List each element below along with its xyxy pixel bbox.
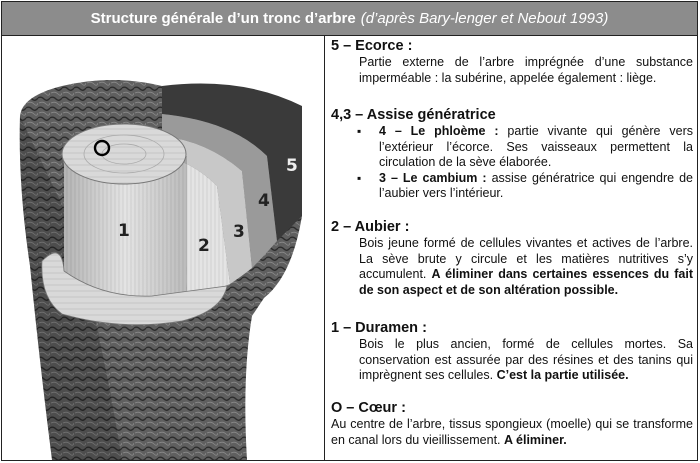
section-ecorce <box>331 38 693 86</box>
figure-source: (d’après Bary-lenger et Nebout 1993) <box>360 10 609 27</box>
phloeme-item <box>379 124 693 171</box>
label-1: 1 <box>118 221 130 241</box>
label-3: 3 <box>233 222 245 242</box>
figure-title: Structure générale d’un tronc d’arbre <box>90 10 356 27</box>
phloeme-term: 4 – Le phloème : <box>379 124 499 138</box>
figure-header <box>2 2 697 36</box>
cambium-item <box>379 171 693 202</box>
ecorce-title: 5 – Ecorce : <box>331 38 413 54</box>
aubier-emphasis: A éliminer dans certaines essences du fait de son aspect et de son altération possible. <box>359 267 693 297</box>
coeur-emphasis: A éliminer. <box>504 432 567 447</box>
assise-list <box>331 124 693 202</box>
column-divider <box>324 35 325 460</box>
coeur-text <box>331 417 693 448</box>
aubier-text <box>359 236 693 298</box>
duramen-body: Bois le plus ancien, formé de cellules mortes. Sa conservation est assurée par des résines et des tanins qui imprègnent ses cellules. <box>359 337 693 383</box>
label-5: 5 <box>286 156 298 176</box>
trunk-top-disk <box>62 124 186 184</box>
aubier-body: Bois jeune formé de cellules vivantes et actives de l’arbre. La sève brute y circule et les matières nutritives s’y accumulent. <box>359 236 693 282</box>
duramen-emphasis: C’est la partie utilisée. <box>496 368 629 383</box>
section-coeur <box>331 400 693 448</box>
cambium-term: 3 – Le cambium : <box>379 170 487 185</box>
coeur-body: Au centre de l’arbre, tissus spongieux (moelle) qui se transforme en canal lors du vieillissement. <box>331 417 693 447</box>
duramen-title: 1 – Duramen : <box>331 320 427 336</box>
section-aubier <box>331 219 693 298</box>
trunk-drawing <box>2 36 324 460</box>
figure-frame <box>1 1 698 461</box>
tree-trunk-illustration <box>2 36 324 460</box>
cambium-text: assise génératrice qui engendre de l’aubier vers l’intérieur. <box>379 170 693 201</box>
section-duramen <box>331 320 693 384</box>
label-2: 2 <box>198 236 210 256</box>
ecorce-text: Partie externe de l’arbre imprégnée d’une substance imperméable : la subérine, appelée également : liège. <box>359 55 693 85</box>
phloeme-text: partie vivante qui génère vers l’extérieur l’écorce. Ses vaisseaux permettent la circulation de la sève élaborée. <box>379 124 693 170</box>
label-4: 4 <box>258 191 270 211</box>
duramen-text <box>359 337 693 384</box>
coeur-title: O – Cœur : <box>331 400 406 416</box>
assise-title: 4,3 – Assise génératrice <box>331 107 496 123</box>
section-assise <box>331 107 693 202</box>
aubier-title: 2 – Aubier : <box>331 219 410 235</box>
